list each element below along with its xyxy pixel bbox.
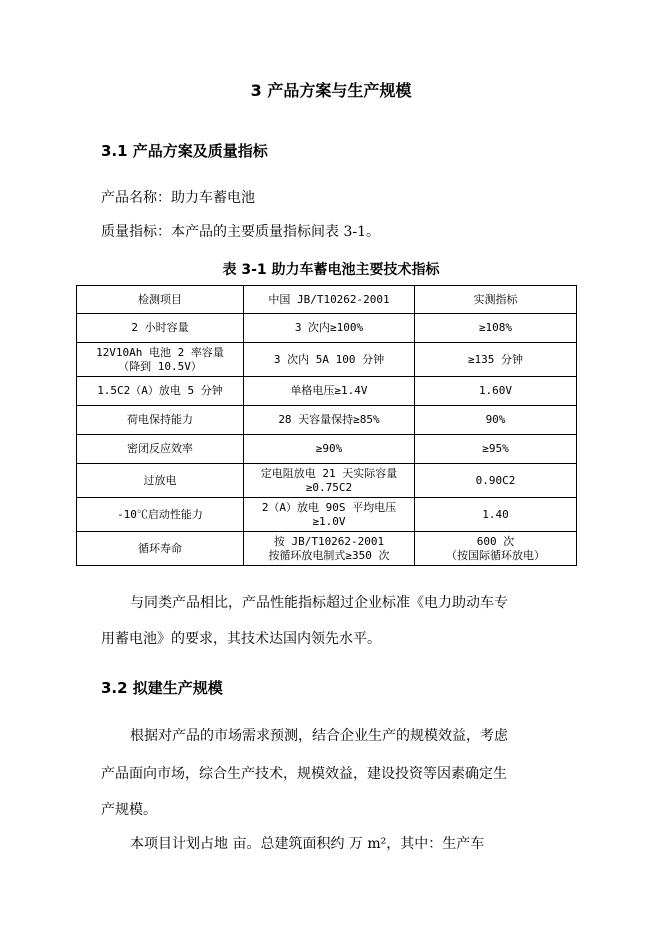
table-row (77, 377, 577, 406)
table-caption: 表 3-1 助力车蓄电池主要技术指标 (222, 262, 440, 278)
comparison-paragraph-line-2: 用蓄电池》的要求，其技术达国内领先水平。 (101, 631, 381, 647)
table-header-row (77, 286, 577, 314)
page-title: 3 产品方案与生产规模 (250, 81, 412, 100)
table-cell: 1.60V (415, 377, 577, 406)
table-cell: 1.40 (415, 498, 577, 532)
table-row (77, 532, 577, 566)
table-cell: 按 JB/T10262-2001 按循环放电制式≥350 次 (244, 532, 415, 566)
table-cell: ≥90% (244, 435, 415, 464)
table-cell: 2 小时容量 (77, 314, 244, 343)
table-cell: 单格电压≥1.4V (244, 377, 415, 406)
spec-table (76, 285, 577, 566)
table-header-cell: 检测项目 (77, 286, 244, 314)
table-row (77, 343, 577, 377)
product-name-line: 产品名称：助力车蓄电池 (101, 190, 255, 206)
table-cell: 定电阻放电 21 天实际容量 ≥0.75C2 (244, 464, 415, 498)
table-header-cell: 中国 JB/T10262-2001 (244, 286, 415, 314)
table-cell: 密闭反应效率 (77, 435, 244, 464)
table-cell: 3 次内 5A 100 分钟 (244, 343, 415, 377)
land-paragraph-line: 本项目计划占地 亩。总建筑面积约 万 m²，其中：生产车 (130, 836, 485, 852)
table-cell: 0.90C2 (415, 464, 577, 498)
table-row (77, 435, 577, 464)
scale-paragraph-line-2: 产品面向市场，综合生产技术，规模效益，建设投资等因素确定生 (101, 766, 507, 782)
table-row (77, 464, 577, 498)
table-row (77, 314, 577, 343)
section-heading-3-2: 3.2 拟建生产规模 (101, 679, 223, 697)
table-cell: 循环寿命 (77, 532, 244, 566)
table-cell: 90% (415, 406, 577, 435)
scale-paragraph-line-1: 根据对产品的市场需求预测，结合企业生产的规模效益，考虑 (130, 728, 508, 744)
table-header-cell: 实测指标 (415, 286, 577, 314)
table-cell: 600 次 （按国际循环放电） (415, 532, 577, 566)
table-cell: ≥135 分钟 (415, 343, 577, 377)
quality-line: 质量指标：本产品的主要质量指标间表 3-1。 (101, 224, 380, 240)
table-cell: -10℃启动性能力 (77, 498, 244, 532)
scale-paragraph-line-3: 产规模。 (101, 802, 157, 818)
table-cell: 3 次内≥100% (244, 314, 415, 343)
table-cell: 12V10Ah 电池 2 率容量 （降到 10.5V） (77, 343, 244, 377)
table-cell: 过放电 (77, 464, 244, 498)
table-cell: ≥95% (415, 435, 577, 464)
section-heading-3-1: 3.1 产品方案及质量指标 (101, 142, 268, 160)
table-cell: 2（A）放电 90S 平均电压 ≥1.0V (244, 498, 415, 532)
table-cell: ≥108% (415, 314, 577, 343)
table-cell: 28 天容量保持≥85% (244, 406, 415, 435)
table-cell: 荷电保持能力 (77, 406, 244, 435)
comparison-paragraph-line-1: 与同类产品相比，产品性能指标超过企业标准《电力助动车专 (130, 595, 508, 611)
table-cell: 1.5C2（A）放电 5 分钟 (77, 377, 244, 406)
table-row (77, 498, 577, 532)
table-row (77, 406, 577, 435)
